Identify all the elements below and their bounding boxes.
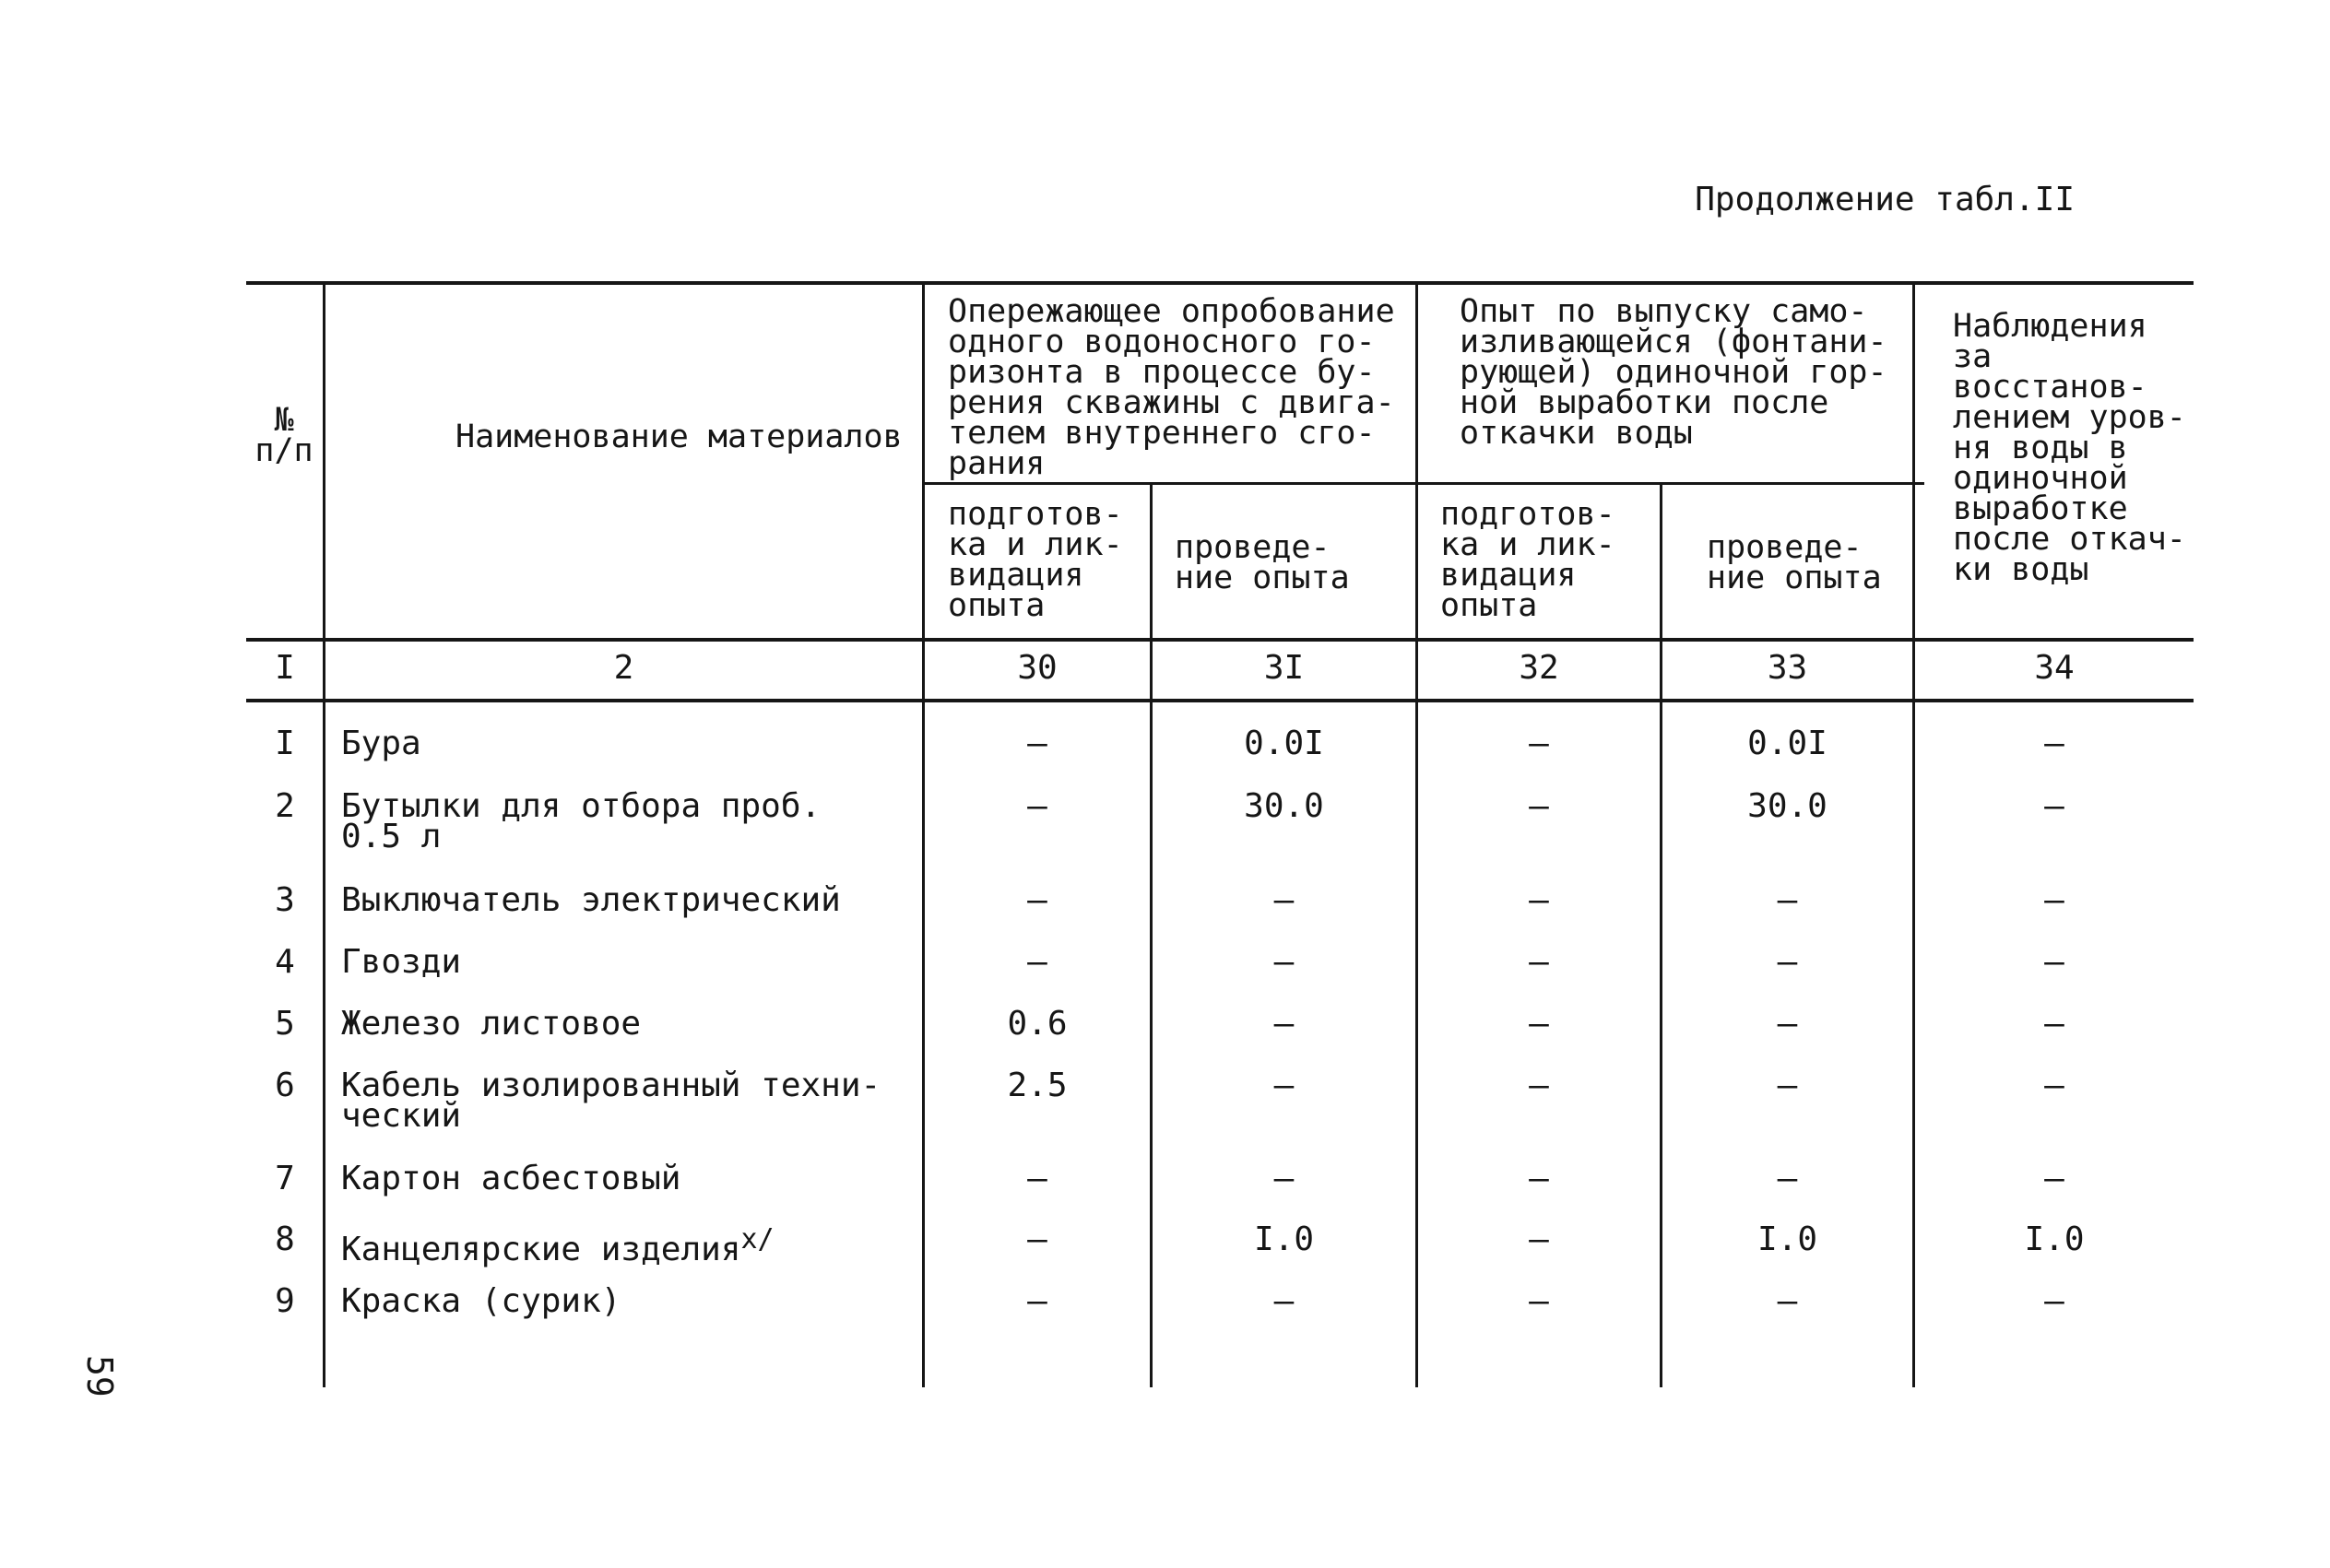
- row-4-no: 4: [275, 943, 295, 981]
- header-col34: Наблюдения за восстанов- лением уров- ня воды в одиночной выработке после откач- ки воды: [1953, 308, 2186, 588]
- row-8-no: 8: [275, 1220, 295, 1258]
- row-7-no: 7: [275, 1160, 295, 1197]
- header-sub33: проведе- ние опыта: [1707, 529, 1882, 596]
- row-9-c32: –: [1529, 1282, 1549, 1320]
- rule-group2: [1417, 482, 1923, 485]
- row-7-c33: –: [1777, 1160, 1798, 1197]
- rule-top: [246, 281, 2194, 285]
- row-2-no: 2: [275, 787, 295, 825]
- row-3-no: 3: [275, 881, 295, 919]
- row-9-c33: –: [1777, 1282, 1798, 1320]
- table-caption: Продолжение табл.II: [1695, 181, 2075, 218]
- row-5-c31: –: [1273, 1005, 1295, 1043]
- row-9-c31: –: [1273, 1282, 1295, 1320]
- header-group2: Опыт по выпуску само- изливающейся (фонтани- рующей) одиночной гор- ной выработки после откачки воды: [1460, 293, 1887, 452]
- header-sub30: подготов- ка и лик- видация опыта: [948, 496, 1123, 624]
- colnum-30: 30: [1017, 649, 1058, 687]
- row-7-c34: –: [2044, 1160, 2064, 1197]
- row-5-c30: 0.6: [1007, 1005, 1068, 1043]
- page-number: 59: [79, 1355, 120, 1397]
- row-1-c34: –: [2044, 725, 2064, 762]
- row-8-c30: –: [1027, 1220, 1047, 1258]
- header-group1: Опережающее опробование одного водоносного го- ризонта в процессе бу- рения скважины с двига- телем внутреннего сго- рания: [948, 293, 1395, 482]
- row-7-name: Картон асбестовый: [341, 1160, 681, 1197]
- row-6-no: 6: [275, 1067, 295, 1104]
- row-4-c33: –: [1777, 943, 1798, 981]
- row-3-c32: –: [1529, 881, 1549, 919]
- row-2-c34: –: [2044, 787, 2064, 825]
- vline-6: [1912, 281, 1915, 1387]
- row-2-c32: –: [1529, 787, 1549, 825]
- row-5-name: Железо листовое: [341, 1005, 642, 1043]
- row-9-no: 9: [275, 1282, 295, 1320]
- row-7-c32: –: [1529, 1160, 1549, 1197]
- footnote-mark: х/: [740, 1223, 775, 1256]
- row-1-c31: 0.0I: [1244, 725, 1324, 762]
- row-4-c34: –: [2044, 943, 2064, 981]
- row-5-c34: –: [2044, 1005, 2064, 1043]
- row-8-c32: –: [1529, 1220, 1549, 1258]
- row-7-c30: –: [1027, 1160, 1047, 1197]
- row-2-c31: 30.0: [1244, 787, 1324, 825]
- row-4-c32: –: [1529, 943, 1549, 981]
- header-col-name: Наименование материалов: [455, 419, 903, 455]
- row-1-c32: –: [1529, 725, 1549, 762]
- row-6-c30: 2.5: [1007, 1067, 1068, 1104]
- vline-2: [922, 281, 925, 1387]
- row-4-c30: –: [1027, 943, 1047, 981]
- colnum-33: 33: [1767, 649, 1808, 687]
- row-2-name: Бутылки для отбора проб. 0.5 л: [341, 787, 822, 855]
- row-2-c30: –: [1027, 787, 1047, 825]
- row-7-c31: –: [1273, 1160, 1295, 1197]
- row-9-c30: –: [1027, 1282, 1047, 1320]
- row-6-c33: –: [1777, 1067, 1798, 1104]
- row-2-c33: 30.0: [1747, 787, 1827, 825]
- colnum-2: 2: [613, 649, 634, 687]
- row-1-c30: –: [1027, 725, 1047, 762]
- row-3-c30: –: [1027, 881, 1047, 919]
- row-6-c31: –: [1273, 1067, 1295, 1104]
- row-6-c32: –: [1529, 1067, 1549, 1104]
- row-3-c34: –: [2044, 881, 2064, 919]
- header-sub31: проведе- ние опыта: [1175, 529, 1350, 596]
- colnum-32: 32: [1519, 649, 1559, 687]
- row-1-name: Бура: [341, 725, 421, 762]
- row-1-no: I: [275, 725, 295, 762]
- row-8-c34: I.0: [2024, 1220, 2085, 1258]
- row-3-c33: –: [1777, 881, 1798, 919]
- colnum-1: I: [275, 649, 295, 687]
- row-8-c33: I.0: [1756, 1220, 1818, 1258]
- row-6-c34: –: [2044, 1067, 2064, 1104]
- header-sub32: подготов- ка и лик- видация опыта: [1440, 496, 1615, 624]
- vline-1: [323, 281, 325, 1387]
- row-3-name: Выключатель электрический: [341, 881, 841, 919]
- row-4-c31: –: [1273, 943, 1295, 981]
- row-8-c31: I.0: [1253, 1220, 1315, 1258]
- row-8-name: Канцелярские изделия$^{х/}$: [341, 1223, 775, 1268]
- row-3-c31: –: [1273, 881, 1295, 919]
- row-6-name: Кабель изолированный техни- ческий: [341, 1067, 881, 1135]
- row-5-c32: –: [1529, 1005, 1549, 1043]
- row-1-c33: 0.0I: [1747, 725, 1827, 762]
- rule-numbers-bottom: [246, 699, 2194, 702]
- vline-4: [1415, 281, 1418, 1387]
- row-4-name: Гвозди: [341, 943, 462, 981]
- rule-header-bottom: [246, 638, 2194, 642]
- colnum-31: 3I: [1263, 649, 1305, 687]
- row-9-c34: –: [2044, 1282, 2064, 1320]
- row-5-c33: –: [1777, 1005, 1798, 1043]
- row-9-name: Краска (сурик): [341, 1282, 621, 1320]
- row-5-no: 5: [275, 1005, 295, 1043]
- header-col-no: № п/п: [254, 402, 313, 469]
- colnum-34: 34: [2034, 649, 2075, 687]
